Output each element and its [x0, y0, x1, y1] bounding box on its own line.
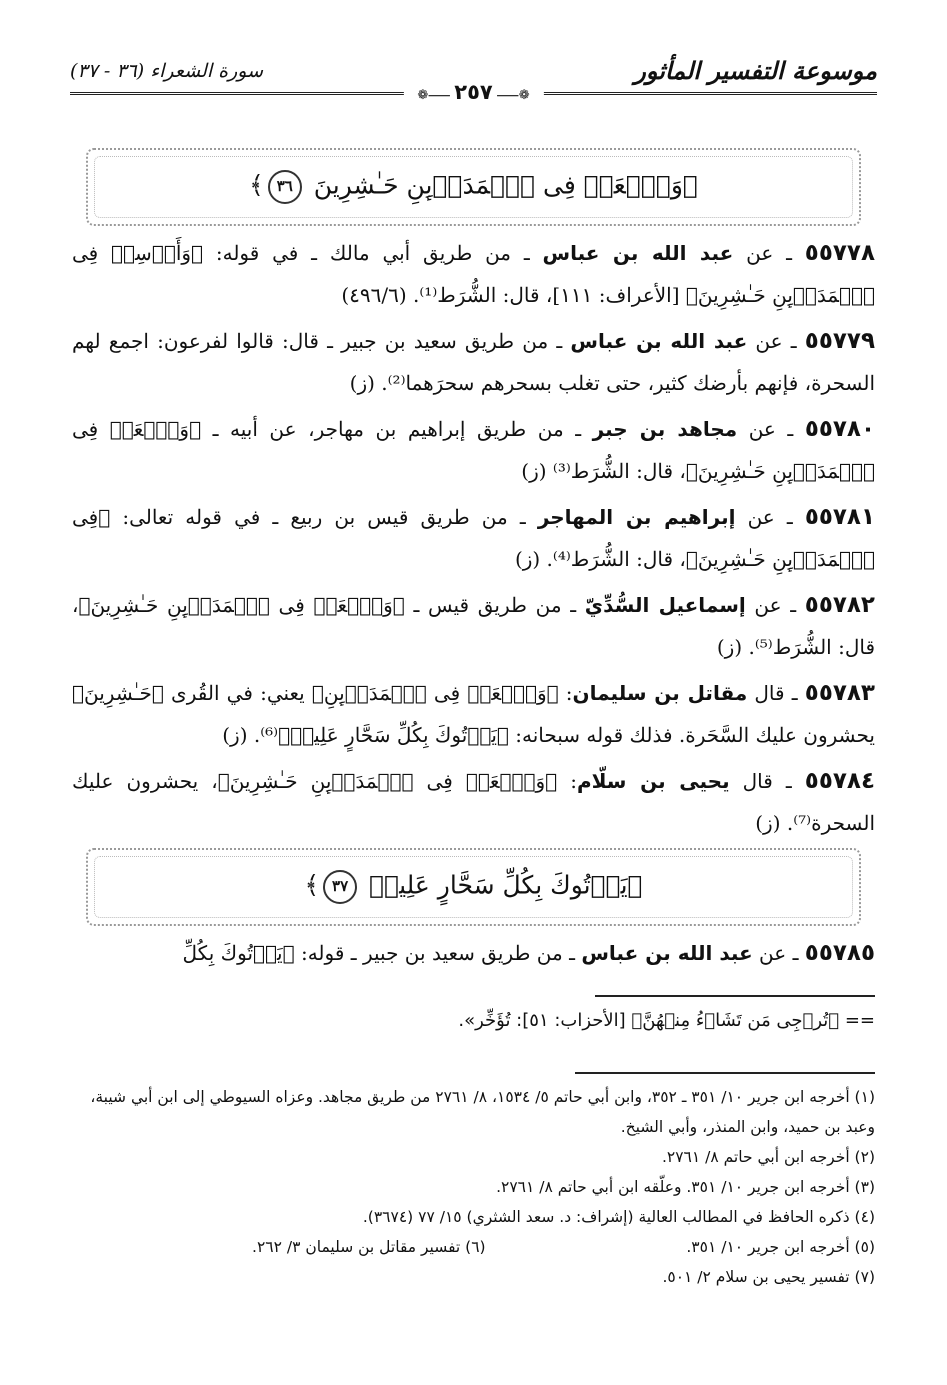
- narration-text: ـ من طريق أبي مالك ـ في قوله: ﴿وَأَرۡسِلۡ فِی ٱلۡمَدَاۤىِٕنِ حَـٰشِرِینَ﴾ [الأعراف: ١١١]، قال: الشُّرَط⁽¹⁾. (٤٩٦/٦): [72, 241, 875, 307]
- verse-number-37: ٣٧: [323, 870, 357, 904]
- footnote-1: (١) أخرجه ابن جرير ١٠/ ٣٥١ ـ ٣٥٢، وابن أبي حاتم ٥/ ١٥٣٤، ٨/ ٢٧٦١ من طريق مجاهد. وعزاه السيوطي إلى ابن أبي شيبة، وعبد بن حميد، وابن المنذر، وأبي الشيخ.: [90, 1088, 875, 1136]
- narration-number: ٥٥٧٨٢: [804, 592, 875, 618]
- narration-number: ٥٥٧٨١: [804, 504, 876, 530]
- narrator-name: إسماعيل السُّدِّيّ: [584, 593, 746, 617]
- footnote-separator: [595, 995, 875, 997]
- narration-intro: ـ عن: [745, 593, 805, 617]
- narration-intro: ـ عن: [752, 941, 805, 965]
- ornament-icon: ⸺❁: [496, 87, 530, 103]
- footnote-3: (٣) أخرجه ابن جرير ١٠/ ٣٥١. وعلّقه ابن أبي حاتم ٨/ ٢٧٦١.: [496, 1178, 875, 1196]
- narrator-name: مجاهد بن جبر: [592, 417, 738, 441]
- narration-text: ـ من طريق قيس ـ ﴿وَٱبۡعَثۡ فِی ٱلۡمَدَاۤىِٕنِ حَـٰشِرِینَ﴾، قال: الشُّرَط⁽⁵⁾. (ز): [72, 593, 875, 659]
- narrator-name: مقاتل بن سليمان: [572, 681, 748, 705]
- footnote-2: (٢) أخرجه ابن أبي حاتم ٨/ ٢٧٦١.: [661, 1148, 875, 1166]
- footnote-5: (٥) أخرجه ابن جرير ١٠/ ٣٥١.: [686, 1238, 875, 1256]
- footnote-4: (٤) ذكره الحافظ في المطالب العالية (إشراف: د. سعد الشثري) ١٥/ ٧٧ (٣٦٧٤).: [362, 1208, 875, 1226]
- narration-number: ٥٥٧٨٤: [804, 768, 875, 794]
- narration-item: [72, 672, 875, 756]
- ornament-icon: ❁⸺: [417, 87, 451, 103]
- narrations-list: [72, 232, 875, 848]
- narration-intro: ـ عن: [733, 241, 805, 265]
- verse-number-36: ٣٦: [268, 170, 302, 204]
- narration-text: : ﴿وَٱبۡعَثۡ فِی ٱلۡمَدَاۤىِٕنِ حَـٰشِرِینَ﴾، يحشرون عليك السحرة⁽⁷⁾. (ز): [72, 769, 875, 835]
- running-title: موسوعة التفسير المأثور: [634, 56, 877, 85]
- verse-37-close: ﴾: [304, 870, 320, 900]
- verse-37-text: ﴿یَأۡتُوكَ بِكُلِّ سَحَّارٍ عَلِیمࣲ: [369, 870, 643, 900]
- narration-number: ٥٥٧٨٥: [804, 940, 875, 966]
- page-number-text: ٢٥٧: [454, 80, 493, 104]
- narration-number: ٥٥٧٧٩: [804, 328, 875, 354]
- narration-intro: ـ عن: [747, 329, 805, 353]
- verse-frame-37: [86, 848, 861, 926]
- footnotes: [72, 1082, 875, 1292]
- narration-text: : ﴿وَٱبۡعَثۡ فِی ٱلۡمَدَاۤىِٕنِ﴾ يعني: في القُرى ﴿حَـٰشِرِینَ﴾ يحشرون عليك السَّحَرة. فذلك قوله سبحانه: ﴿یَأۡتُوكَ بِكُلِّ سَحَّارٍ عَلِیمࣲ﴾⁽⁶⁾. (ز): [72, 681, 875, 747]
- narration-number: ٥٥٧٨٠: [804, 416, 876, 442]
- narrator-name: يحيى بن سلّام: [576, 769, 730, 793]
- narration-text: ـ من طريق سعيد بن جبير ـ قوله: ﴿یَأۡتُوكَ بِكُلِّ: [182, 941, 582, 965]
- continued-footnote: == ﴿تُرۡجِی مَن تَشَاۤءُ مِنۡهُنَّ﴾ [الأحزاب: ٥١]: تُؤَخِّر».: [458, 1010, 875, 1031]
- narrator-name: عبد الله بن عباس: [581, 941, 753, 965]
- narration-intro: ـ عن: [737, 417, 805, 441]
- verse-37: [304, 870, 642, 904]
- narration-text: ـ من طريق إبراهيم بن مهاجر، عن أبيه ـ ﴿وَٱبۡعَثۡ فِی ٱلۡمَدَاۤىِٕنِ حَـٰشِرِینَ﴾، قال: الشُّرَط⁽³⁾ (ز): [72, 417, 875, 483]
- footnote-7: (٧) تفسير يحيى بن سلام ٢/ ٥٠١.: [662, 1268, 875, 1286]
- narrator-name: عبد الله بن عباس: [542, 241, 734, 265]
- narration-intro: ـ عن: [735, 505, 805, 529]
- narration-number: ٥٥٧٨٣: [804, 680, 875, 706]
- narrator-name: إبراهيم بن المهاجر: [537, 505, 736, 529]
- narration-item: [72, 932, 875, 974]
- page-number: [403, 80, 543, 104]
- narration-intro: ـ قال: [747, 681, 805, 705]
- page-header: [70, 56, 877, 116]
- narration-item: [72, 496, 875, 580]
- verse-36-close: ﴾: [249, 170, 264, 200]
- narration-item: [72, 408, 875, 492]
- footnote-separator-2: [575, 1072, 875, 1074]
- verse-36-text: ﴿وَٱبۡعَثۡ فِی ٱلۡمَدَاۤىِٕنِ حَـٰشِرِینَ: [313, 170, 698, 200]
- narration-number: ٥٥٧٧٨: [804, 240, 875, 266]
- narration-text: ـ من طريق سعيد بن جبير ـ قال: قالوا لفرعون: اجمع لهم السحرة، فإنهم بأرضك كثير، حتى تغلب بسحرهم سحرَهما⁽²⁾. (ز): [72, 329, 875, 395]
- footnote-row: [72, 1232, 875, 1262]
- verse-frame-36: [86, 148, 861, 226]
- narration-item: [72, 320, 875, 404]
- footnote-6: (٦) تفسير مقاتل بن سليمان ٣/ ٢٦٢.: [252, 1238, 486, 1256]
- narration-item: [72, 760, 875, 844]
- narration-text: ـ من طريق قيس بن ربيع ـ في قوله تعالى: ﴿فِی ٱلۡمَدَاۤىِٕنِ حَـٰشِرِینَ﴾، قال: الشُّرَط⁽⁴⁾. (ز): [72, 505, 875, 571]
- narration-item: [72, 584, 875, 668]
- narrations-list-2: [72, 932, 875, 978]
- surah-reference: سورة الشعراء (٣٦ - ٣٧): [70, 60, 264, 82]
- narration-intro: ـ قال: [729, 769, 805, 793]
- narration-item: [72, 232, 875, 316]
- narrator-name: عبد الله بن عباس: [570, 329, 748, 353]
- verse-36: [249, 170, 698, 204]
